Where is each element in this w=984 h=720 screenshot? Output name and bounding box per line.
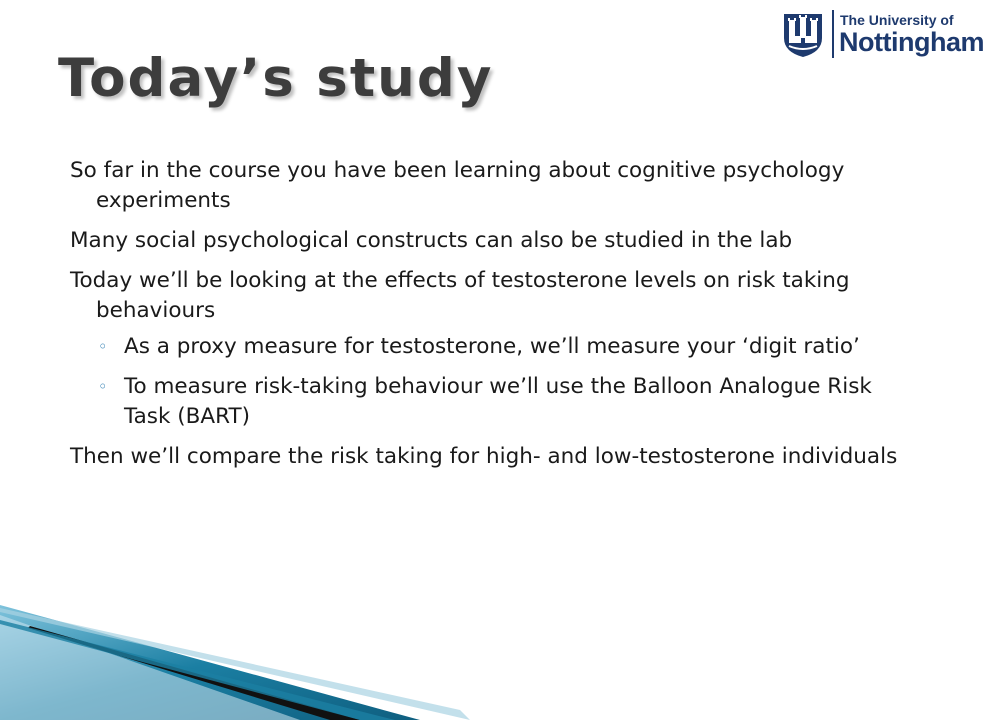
slide-content <box>70 156 900 482</box>
castle-crest-icon <box>780 8 826 58</box>
university-logo <box>780 6 984 62</box>
logo-text-line1: The University of <box>840 12 954 28</box>
logo-divider <box>832 10 834 58</box>
slide-title: Today’s study <box>58 48 494 109</box>
bullet-item: Then we’ll compare the risk taking for high- and low-testosterone individuals <box>70 444 898 469</box>
sub-bullet-item <box>70 372 900 432</box>
sub-bullet-text: To measure risk-taking behaviour we’ll use the Balloon Analogue Risk Task (BART) <box>124 374 872 429</box>
bullet-item: Many social psychological constructs can also be studied in the lab <box>70 228 793 253</box>
bullet-item: Today we’ll be looking at the effects of testosterone levels on risk taking behaviours <box>70 268 850 323</box>
sub-bullet-text: As a proxy measure for testosterone, we’ll measure your ‘digit ratio’ <box>124 334 860 359</box>
decorative-swoosh <box>0 590 960 720</box>
sub-bullet-marker-icon: ◦ <box>98 337 108 356</box>
bullet-item: So far in the course you have been learning about cognitive psychology experiments <box>70 158 845 213</box>
sub-bullet-marker-icon: ◦ <box>98 377 108 396</box>
logo-text-line2: Nottingham <box>839 27 984 57</box>
sub-bullet-item <box>70 332 900 362</box>
